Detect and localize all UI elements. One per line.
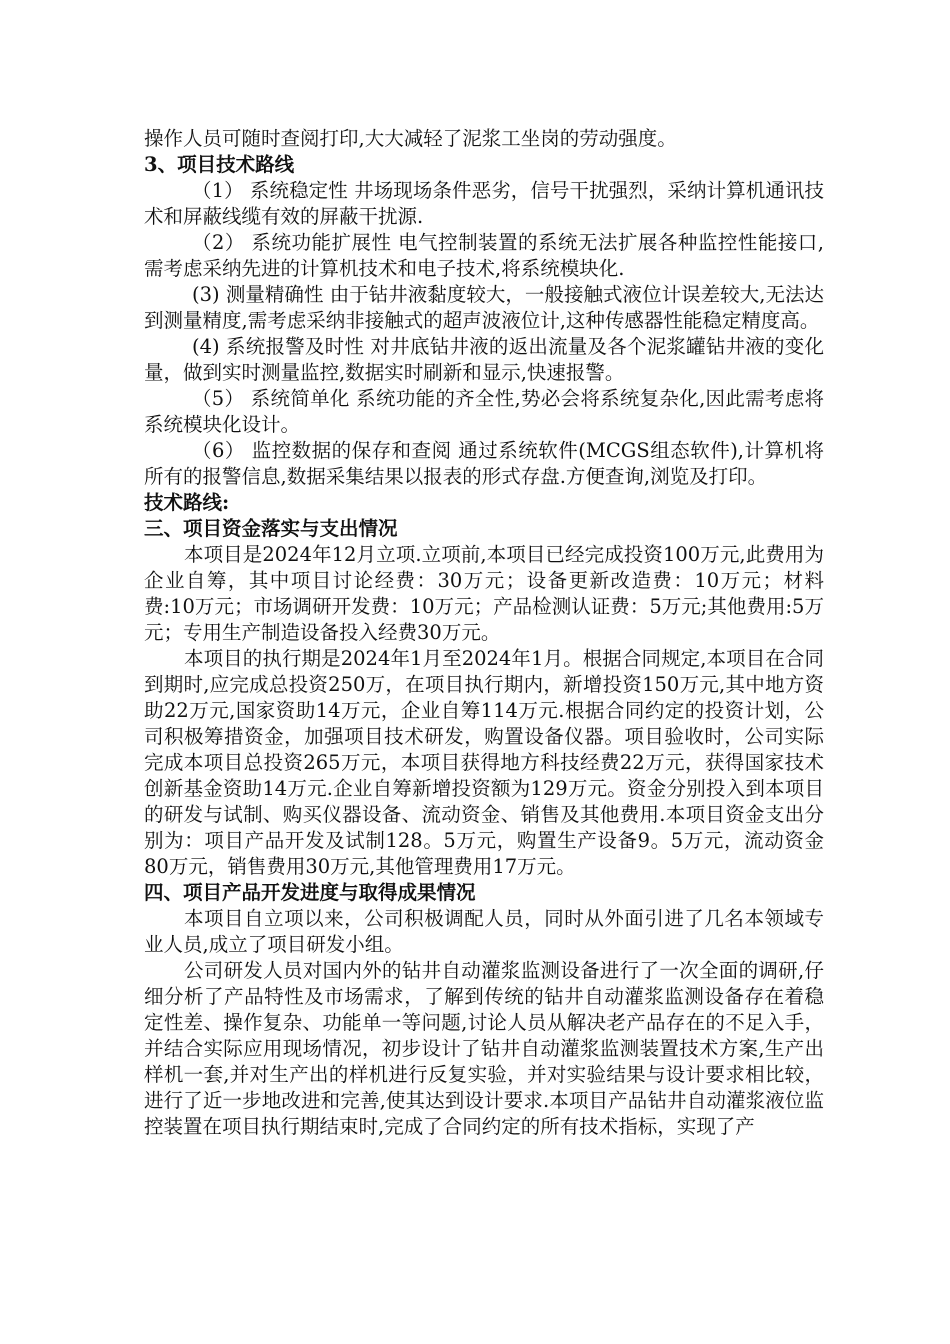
heading-tech-route-label: 技术路线: xyxy=(144,491,230,514)
paragraph-funds-execution: 本项目的执行期是2024年1月至2024年1月。根据合同规定,本项目在合同到期时,应完成总投资250万，在项目执行期内，新增投资150万元,其中地方资助22万元,国家资助14万元，企业自筹114万元.根据合同约定的投资计划，公司积极筹措资金，加强项目技术研发，购置设备仪器。项目验收时，公司实际完成本项目总投资265万元，本项目获得地方科技经费22万元，获得国家技术创新基金资助14万元.企业自筹新增投资额为129万元。资金分别投入到本项目的研发与试制、购买仪器设备、流动资金、销售及其他费用.本项目资金支出分别为：项目产品开发及试制128。5万元，购置生产设备9。5万元，流动资金80万元，销售费用30万元,其他管理费用17万元。 xyxy=(144,647,824,878)
paragraph-alarm: (4) 系统报警及时性 对井底钻井液的返出流量及各个泥浆罐钻井液的变化量，做到实时测量监控,数据实时刷新和显示,快速报警。 xyxy=(144,335,824,384)
paragraph-team: 本项目自立项以来，公司积极调配人员，同时从外面引进了几名本领域专业人员,成立了项目研发小组。 xyxy=(144,907,824,956)
paragraph-accuracy: (3) 测量精确性 由于钻井液黏度较大，一般接触式液位计误差较大,无法达到测量精度,需考虑采纳非接触式的超声波液位计,这种传感器性能稳定精度高。 xyxy=(144,283,824,332)
paragraph-extensibility: （2） 系统功能扩展性 电气控制装置的系统无法扩展各种监控性能接口,需考虑采纳先进的计算机技术和电子技术,将系统模块化. xyxy=(144,231,824,280)
paragraph-simplify: （5） 系统简单化 系统功能的齐全性,势必会将系统复杂化,因此需考虑将系统模块化设计。 xyxy=(144,387,824,436)
section-heading-funds: 三、项目资金落实与支出情况 xyxy=(144,517,398,540)
paragraph-stability: （1） 系统稳定性 井场现场条件恶劣，信号干扰强烈，采纳计算机通讯技术和屏蔽线缆有效的屏蔽干扰源. xyxy=(144,179,824,228)
paragraph-research: 公司研发人员对国内外的钻井自动灌浆监测设备进行了一次全面的调研,仔细分析了产品特性及市场需求，了解到传统的钻井自动灌浆监测设备存在着稳定性差、操作复杂、功能单一等问题,讨论人员从解决老产品存在的不足入手，并结合实际应用现场情况，初步设计了钻井自动灌浆监测装置技术方案,生产出样机一套,并对生产出的样机进行反复实验，并对实验结果与设计要求相比较，进行了近一步地改进和完善,使其达到设计要求.本项目产品钻井自动灌浆液位监控装置在项目执行期结束时,完成了合同约定的所有技术指标，实现了产 xyxy=(144,959,824,1138)
intro-line: 操作人员可随时查阅打印,大大减轻了泥浆工坐岗的劳动强度。 xyxy=(144,127,677,150)
section-heading-progress: 四、项目产品开发进度与取得成果情况 xyxy=(144,881,476,904)
paragraph-funds-initial: 本项目是2024年12月立项.立项前,本项目已经完成投资100万元,此费用为企业自筹，其中项目讨论经费：30万元；设备更新改造费：10万元；材料费:10万元；市场调研开发费：10万元；产品检测认证费：5万元;其他费用:5万元；专用生产制造设备投入经费30万元。 xyxy=(144,543,824,644)
section-heading-tech-route: 3、项目技术路线 xyxy=(144,153,295,176)
document-body xyxy=(144,126,824,1140)
paragraph-data-storage: （6） 监控数据的保存和查阅 通过系统软件(MCGS组态软件),计算机将所有的报警信息,数据采集结果以报表的形式存盘.方便查询,浏览及打印。 xyxy=(144,439,824,488)
